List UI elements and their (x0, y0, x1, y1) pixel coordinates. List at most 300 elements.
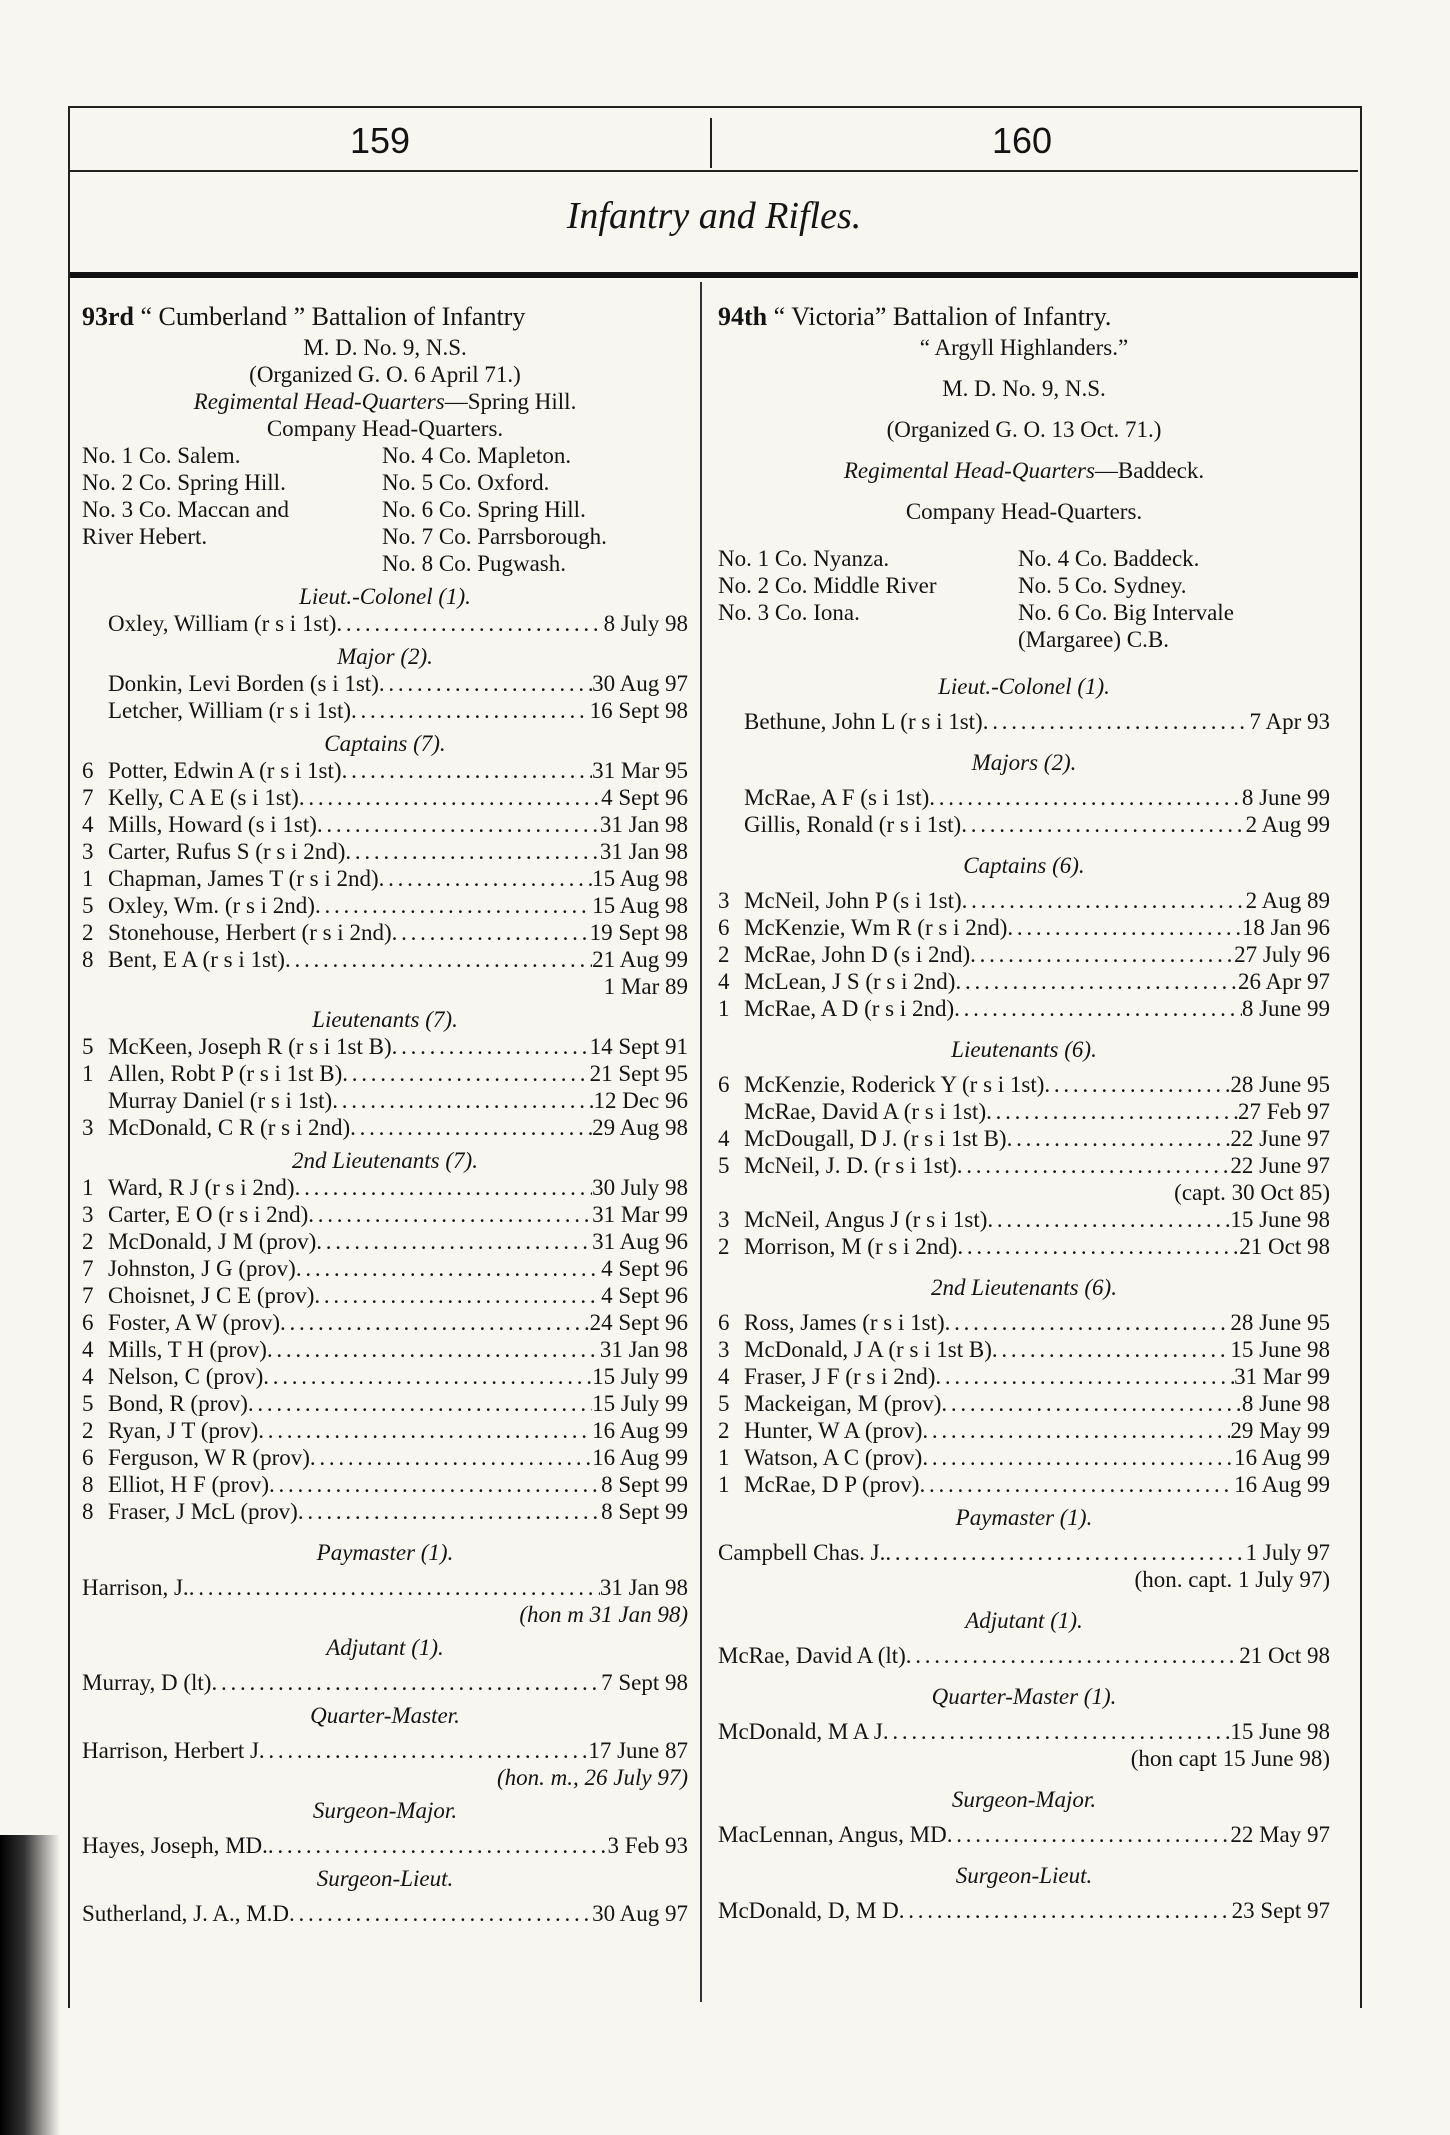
regimental-hq (82, 388, 688, 415)
officer-name: McRae, John D (s i 2nd) (744, 942, 971, 967)
officer-date: 3 Feb 93 (607, 1833, 688, 1858)
officer-entry (718, 1363, 1330, 1390)
company-entry: No. 2 Co. Middle River (718, 573, 937, 598)
officer-date: 14 Sept 91 (589, 1034, 688, 1059)
officer-date: 21 Oct 98 (1239, 1643, 1330, 1668)
officer-entry (82, 892, 688, 919)
rank-heading: Captains (7). (324, 731, 446, 756)
officer-entry (82, 1363, 688, 1390)
company-number: 6 (82, 1445, 94, 1470)
right-column-94th (718, 300, 1330, 1924)
page-number-right: 160 (992, 120, 1053, 161)
lieutenant-list (718, 1071, 1330, 1179)
left-column-93rd (82, 300, 688, 1927)
officer-entry (718, 1897, 1330, 1924)
company-number (82, 670, 108, 697)
officer-date: 4 Sept 96 (601, 1283, 688, 1308)
rank-heading: Surgeon-Major. (312, 1798, 458, 1823)
company-number (718, 1098, 744, 1125)
officer-entry (82, 1114, 688, 1141)
company-number: 6 (82, 758, 94, 783)
officer-entry (718, 995, 1330, 1022)
officer-entry (718, 1309, 1330, 1336)
officer-entry (82, 757, 688, 784)
company-number (718, 811, 744, 838)
company-number: 1 (82, 1175, 94, 1200)
officer-entry (82, 1336, 688, 1363)
officer-date: 18 Jan 96 (1241, 915, 1330, 940)
officer-date: 22 June 97 (1230, 1126, 1330, 1151)
company-list (82, 442, 688, 577)
company-number: 3 (718, 1207, 730, 1232)
company-number: 6 (82, 1310, 94, 1335)
rank-heading: Surgeon-Lieut. (955, 1863, 1093, 1888)
officer-entry (718, 1539, 1330, 1566)
regimental-hq-place: —Spring Hill. (444, 389, 577, 414)
officer-date: 31 Jan 98 (599, 1575, 688, 1600)
officer-name: Harrison, J. (82, 1575, 189, 1600)
officer-date: 21 Oct 98 (1239, 1234, 1330, 1259)
officer-date: 8 June 98 (1241, 1391, 1330, 1416)
officer-entry (718, 1071, 1330, 1098)
battalion-number: 94th (718, 302, 768, 331)
officer-name: Morrison, M (r s i 2nd) (744, 1234, 958, 1259)
officer-date: 30 July 98 (592, 1175, 688, 1200)
officer-name: Mackeigan, M (prov) (744, 1391, 942, 1416)
officer-name: Kelly, C A E (s i 1st) (108, 785, 299, 810)
company-entry: (Margaree) C.B. (1018, 627, 1169, 652)
officer-name: Johnston, J G (prov) (108, 1256, 296, 1281)
officer-date: 31 Jan 98 (599, 839, 688, 864)
rank-heading: Lieut.-Colonel (1). (299, 584, 471, 609)
rank-heading: Majors (2). (971, 750, 1077, 775)
company-number: 8 (82, 1472, 94, 1497)
organized-note: (Organized G. O. 13 Oct. 71.) (886, 417, 1162, 442)
officer-entry (718, 784, 1330, 811)
officer-entry (82, 1900, 688, 1927)
company-number: 8 (82, 947, 94, 972)
military-district: M. D. No. 9, N.S. (942, 376, 1106, 401)
entry-note: (hon. capt. 1 July 97) (1134, 1567, 1330, 1592)
company-entry: No. 1 Co. Nyanza. (718, 546, 890, 571)
captain-list (82, 757, 688, 973)
rank-heading: Lieut.-Colonel (1). (938, 674, 1110, 699)
company-number: 1 (82, 866, 94, 891)
officer-name: Campbell Chas. J. (718, 1540, 886, 1565)
officer-name: McNeil, J. D. (r s i 1st) (744, 1153, 957, 1178)
officer-date: 31 Mar 95 (592, 758, 688, 783)
military-district: M. D. No. 9, N.S. (303, 335, 467, 360)
officer-date: 31 Jan 98 (599, 1337, 688, 1362)
company-number: 5 (82, 893, 94, 918)
page-number-bar (70, 112, 1358, 172)
officer-date: 15 July 99 (592, 1391, 688, 1416)
officer-entry (82, 1669, 688, 1696)
company-number: 4 (82, 1364, 94, 1389)
company-entry: No. 2 Co. Spring Hill. (82, 470, 286, 495)
rank-heading: Quarter-Master. (310, 1703, 460, 1728)
officer-name: Hayes, Joseph, MD. (82, 1833, 268, 1858)
officer-name: Fraser, J F (r s i 2nd) (744, 1364, 936, 1389)
officer-date: 16 Aug 99 (592, 1445, 688, 1470)
officer-entry (82, 1174, 688, 1201)
rank-heading: Surgeon-Major. (951, 1787, 1097, 1812)
battalion-subtitle: “ Argyll Highlanders.” (919, 335, 1129, 360)
officer-entry (82, 1832, 688, 1859)
company-number: 7 (82, 1256, 94, 1281)
officer-entry (718, 1152, 1330, 1179)
regimental-hq (718, 457, 1330, 484)
page-number-left: 159 (350, 120, 411, 161)
officer-entry (718, 1336, 1330, 1363)
officer-date: 31 Jan 98 (599, 812, 688, 837)
officer-name: Harrison, Herbert J (82, 1738, 259, 1763)
officer-entry (82, 610, 688, 637)
regimental-hq-label: Regimental Head-Quarters (843, 458, 1095, 483)
rank-heading: Major (2). (337, 644, 433, 669)
rank-heading: 2nd Lieutenants (6). (931, 1275, 1117, 1300)
officer-date: 31 Mar 99 (592, 1202, 688, 1227)
officer-name: Hunter, W A (prov) (744, 1418, 923, 1443)
officer-entry (718, 1390, 1330, 1417)
officer-name: Donkin, Levi Borden (s i 1st) (108, 671, 379, 696)
officer-name: Mills, T H (prov) (108, 1337, 267, 1362)
company-number: 3 (718, 1337, 730, 1362)
officer-name: Carter, Rufus S (r s i 2nd) (108, 839, 346, 864)
company-number: 2 (82, 920, 94, 945)
captain-list (718, 887, 1330, 1022)
company-number: 3 (82, 839, 94, 864)
officer-date: 30 Aug 97 (592, 671, 688, 696)
company-number: 8 (82, 1499, 94, 1524)
officer-date: 23 Sept 97 (1231, 1898, 1330, 1923)
officer-name: Gillis, Ronald (r s i 1st) (744, 812, 962, 837)
officer-date: 4 Sept 96 (601, 1256, 688, 1281)
officer-entry (718, 968, 1330, 995)
officer-date: 15 Aug 98 (592, 866, 688, 891)
page-number-divider (710, 118, 712, 168)
officer-name: Stonehouse, Herbert (r s i 2nd) (108, 920, 392, 945)
officer-date: 12 Dec 96 (593, 1088, 688, 1113)
company-number: 2 (718, 1234, 730, 1259)
officer-name: McLean, J S (r s i 2nd) (744, 969, 956, 994)
company-entry: No. 3 Co. Maccan and (82, 497, 289, 522)
officer-date: 15 July 99 (592, 1364, 688, 1389)
entry-note: (capt. 30 Oct 85) (1174, 1180, 1330, 1205)
officer-name: Oxley, William (r s i 1st) (108, 611, 337, 636)
company-entry: No. 5 Co. Sydney. (1018, 573, 1187, 598)
officer-entry (718, 1098, 1330, 1125)
second-lieutenant-list (718, 1309, 1330, 1498)
rank-heading: Quarter-Master (1). (931, 1684, 1117, 1709)
officer-date: 22 May 97 (1230, 1822, 1330, 1847)
officer-entry (82, 1471, 688, 1498)
company-number: 3 (718, 888, 730, 913)
officer-date: 8 Sept 99 (601, 1499, 688, 1524)
officer-date: 15 June 98 (1230, 1207, 1330, 1232)
battalion-name: “ Cumberland ” Battalion of Infantry (140, 302, 526, 331)
officer-name: McDonald, J M (prov) (108, 1229, 317, 1254)
company-number (82, 1087, 108, 1114)
company-number: 6 (718, 1310, 730, 1335)
lieutenant-list (82, 1033, 688, 1141)
company-number (718, 708, 744, 735)
rank-heading: Adjutant (1). (326, 1635, 444, 1660)
company-number: 3 (82, 1202, 94, 1227)
officer-date: 16 Aug 99 (592, 1418, 688, 1443)
company-number: 7 (82, 1283, 94, 1308)
rank-heading: Surgeon-Lieut. (316, 1866, 454, 1891)
rank-heading: Lieutenants (7). (312, 1007, 458, 1032)
officer-name: McKenzie, Roderick Y (r s i 1st) (744, 1072, 1045, 1097)
officer-name: McDonald, C R (r s i 2nd) (108, 1115, 351, 1140)
officer-name: Ferguson, W R (prov) (108, 1445, 310, 1470)
officer-name: McDonald, D, M D (718, 1898, 899, 1923)
officer-date: 15 June 98 (1230, 1337, 1330, 1362)
officer-entry (718, 1444, 1330, 1471)
company-number: 6 (718, 1072, 730, 1097)
battalion-title (718, 300, 1330, 334)
rank-heading: Lieutenants (6). (951, 1037, 1097, 1062)
company-entry (82, 550, 382, 577)
officer-date: 17 June 87 (588, 1738, 688, 1763)
officer-date: 2 Aug 89 (1245, 888, 1330, 913)
officer-date: 16 Sept 98 (589, 698, 688, 723)
officer-entry (82, 670, 688, 697)
rank-heading: 2nd Lieutenants (7). (292, 1148, 478, 1173)
officer-entry (82, 1282, 688, 1309)
officer-date: 2 Aug 99 (1245, 812, 1330, 837)
officer-name: MacLennan, Angus, MD (718, 1822, 947, 1847)
company-entry: No. 6 Co. Big Intervale (1018, 600, 1234, 625)
officer-name: Watson, A C (prov) (744, 1445, 923, 1470)
officer-date: 22 June 97 (1230, 1153, 1330, 1178)
officer-entry (718, 1417, 1330, 1444)
officer-name: Sutherland, J. A., M.D (82, 1901, 289, 1926)
company-entry: No. 7 Co. Parrsborough. (382, 524, 607, 549)
officer-date: 21 Sept 95 (589, 1061, 688, 1086)
officer-date: 8 Sept 99 (601, 1472, 688, 1497)
company-number: 4 (82, 1337, 94, 1362)
officer-entry (82, 1574, 688, 1601)
lieut-colonel-list (82, 610, 688, 637)
company-number: 1 (718, 996, 730, 1021)
officer-name: Ross, James (r s i 1st) (744, 1310, 945, 1335)
officer-date: 8 June 99 (1241, 785, 1330, 810)
entry-note: (hon. m., 26 July 97) (497, 1765, 688, 1790)
officer-name: McNeil, John P (s i 1st) (744, 888, 962, 913)
officer-name: McRae, A D (r s i 2nd) (744, 996, 955, 1021)
officer-name: Letcher, William (r s i 1st) (108, 698, 351, 723)
officer-date: 29 Aug 98 (592, 1115, 688, 1140)
company-entry: No. 4 Co. Mapleton. (382, 443, 572, 468)
company-number: 1 (718, 1472, 730, 1497)
officer-entry (718, 914, 1330, 941)
officer-date: 8 June 99 (1241, 996, 1330, 1021)
company-entry: No. 6 Co. Spring Hill. (382, 497, 586, 522)
company-entry: No. 3 Co. Iona. (718, 600, 860, 625)
officer-date: 15 Aug 98 (592, 893, 688, 918)
officer-date: 29 May 99 (1230, 1418, 1330, 1443)
rank-heading: Adjutant (1). (965, 1608, 1083, 1633)
officer-entry (718, 1206, 1330, 1233)
officer-entry (718, 1125, 1330, 1152)
officer-name: Allen, Robt P (r s i 1st B) (108, 1061, 343, 1086)
officer-date: 15 June 98 (1230, 1719, 1330, 1744)
officer-date: 26 Apr 97 (1238, 969, 1330, 994)
officer-entry (82, 1060, 688, 1087)
officer-entry (82, 1033, 688, 1060)
officer-date: 28 June 95 (1230, 1310, 1330, 1335)
officer-name: Choisnet, J C E (prov) (108, 1283, 315, 1308)
company-number: 4 (718, 1364, 730, 1389)
officer-name: Potter, Edwin A (r s i 1st) (108, 758, 342, 783)
officer-name: McDougall, D J. (r s i 1st B) (744, 1126, 1007, 1151)
major-list (82, 670, 688, 724)
company-hq-title: Company Head-Quarters. (905, 499, 1143, 524)
officer-date: 28 June 95 (1230, 1072, 1330, 1097)
company-number: 4 (718, 1126, 730, 1151)
organized-note: (Organized G. O. 6 April 71.) (249, 362, 521, 387)
officer-name: Elliot, H F (prov) (108, 1472, 269, 1497)
company-list (718, 545, 1330, 653)
officer-name: McRae, David A (r s i 1st) (744, 1099, 987, 1124)
company-entry: No. 1 Co. Salem. (82, 443, 241, 468)
officer-entry (82, 1498, 688, 1525)
company-number: 4 (82, 812, 94, 837)
company-number: 5 (82, 1391, 94, 1416)
officer-name: McKenzie, Wm R (r s i 2nd) (744, 915, 1008, 940)
company-number: 2 (82, 1418, 94, 1443)
officer-date: 7 Sept 98 (601, 1670, 688, 1695)
officer-name: Carter, E O (r s i 2nd) (108, 1202, 309, 1227)
officer-entry (718, 811, 1330, 838)
entry-note: 1 Mar 89 (603, 974, 688, 999)
company-number: 5 (718, 1153, 730, 1178)
officer-entry (82, 1737, 688, 1764)
company-number: 1 (718, 1445, 730, 1470)
officer-name: Bethune, John L (r s i 1st) (744, 709, 983, 734)
officer-name: McRae, A F (s i 1st) (744, 785, 930, 810)
officer-entry (82, 1201, 688, 1228)
section-rule (70, 272, 1358, 278)
company-entry: No. 4 Co. Baddeck. (1018, 546, 1200, 571)
officer-entry (82, 1390, 688, 1417)
officer-date: 24 Sept 96 (589, 1310, 688, 1335)
officer-entry (718, 1642, 1330, 1669)
officer-date: 21 Aug 99 (592, 947, 688, 972)
officer-name: Bent, E A (r s i 1st) (108, 947, 285, 972)
company-entry: No. 8 Co. Pugwash. (382, 551, 567, 576)
header-rule (70, 170, 1358, 172)
second-lieutenant-list (82, 1174, 688, 1525)
company-number (718, 784, 744, 811)
rank-heading: Paymaster (1). (955, 1505, 1093, 1530)
officer-entry (82, 1228, 688, 1255)
officer-entry (82, 1255, 688, 1282)
officer-date: 31 Mar 99 (1234, 1364, 1330, 1389)
company-number (82, 610, 108, 637)
officer-entry (718, 887, 1330, 914)
company-number: 5 (718, 1391, 730, 1416)
officer-entry (82, 697, 688, 724)
officer-date: 30 Aug 97 (592, 1901, 688, 1926)
battalion-name: “ Victoria” Battalion of Infantry. (773, 302, 1112, 331)
officer-entry (718, 708, 1330, 735)
officer-entry (82, 838, 688, 865)
officer-date: 1 July 97 (1245, 1540, 1330, 1565)
company-number: 2 (82, 1229, 94, 1254)
officer-name: Chapman, James T (r s i 2nd) (108, 866, 379, 891)
company-number: 2 (718, 1418, 730, 1443)
officer-name: Oxley, Wm. (r s i 2nd) (108, 893, 315, 918)
rank-heading: Paymaster (1). (316, 1540, 454, 1565)
regimental-hq-place: —Baddeck. (1094, 458, 1205, 483)
officer-entry (82, 1444, 688, 1471)
page-edge-shadow (0, 1835, 60, 2135)
officer-entry (718, 941, 1330, 968)
officer-date: 27 July 96 (1234, 942, 1330, 967)
officer-date: 16 Aug 99 (1234, 1445, 1330, 1470)
major-list (718, 784, 1330, 838)
officer-date: 4 Sept 96 (601, 785, 688, 810)
officer-entry (82, 1087, 688, 1114)
officer-name: Foster, A W (prov) (108, 1310, 281, 1335)
officer-entry (82, 946, 688, 973)
officer-entry (82, 811, 688, 838)
officer-name: Nelson, C (prov) (108, 1364, 264, 1389)
officer-name: McDonald, M A J (718, 1719, 883, 1744)
company-number: 7 (82, 785, 94, 810)
officer-entry (718, 1821, 1330, 1848)
officer-entry (82, 784, 688, 811)
company-entry: River Hebert. (82, 524, 208, 549)
officer-name: Mills, Howard (s i 1st) (108, 812, 317, 837)
officer-name: McKeen, Joseph R (r s i 1st B) (108, 1034, 392, 1059)
company-number (82, 697, 108, 724)
company-number: 3 (82, 1115, 94, 1140)
company-number: 5 (82, 1034, 94, 1059)
lieutenant-list-cont (718, 1206, 1330, 1260)
officer-name: Murray Daniel (r s i 1st) (108, 1088, 333, 1113)
company-number: 2 (718, 942, 730, 967)
officer-name: McNeil, Angus J (r s i 1st) (744, 1207, 988, 1232)
lieut-colonel-list (718, 708, 1330, 735)
company-number: 1 (82, 1061, 94, 1086)
officer-date: 31 Aug 96 (592, 1229, 688, 1254)
officer-date: 27 Feb 97 (1238, 1099, 1330, 1124)
officer-entry (718, 1233, 1330, 1260)
company-number: 4 (718, 969, 730, 994)
officer-name: Ward, R J (r s i 2nd) (108, 1175, 295, 1200)
section-title: Infantry and Rifles. (566, 195, 862, 237)
officer-name: McRae, David A (lt) (718, 1643, 906, 1668)
officer-date: 7 Apr 93 (1249, 709, 1330, 734)
officer-name: Fraser, J McL (prov) (108, 1499, 298, 1524)
officer-entry (82, 1309, 688, 1336)
officer-name: McDonald, J A (r s i 1st B) (744, 1337, 992, 1362)
officer-entry (718, 1471, 1330, 1498)
entry-note: (hon m 31 Jan 98) (519, 1602, 688, 1627)
column-divider (700, 282, 702, 2002)
officer-name: Ryan, J T (prov) (108, 1418, 259, 1443)
regimental-hq-label: Regimental Head-Quarters (193, 389, 445, 414)
officer-date: 19 Sept 98 (589, 920, 688, 945)
battalion-title (82, 300, 688, 334)
company-number: 6 (718, 915, 730, 940)
company-entry: No. 5 Co. Oxford. (382, 470, 550, 495)
officer-entry (82, 919, 688, 946)
